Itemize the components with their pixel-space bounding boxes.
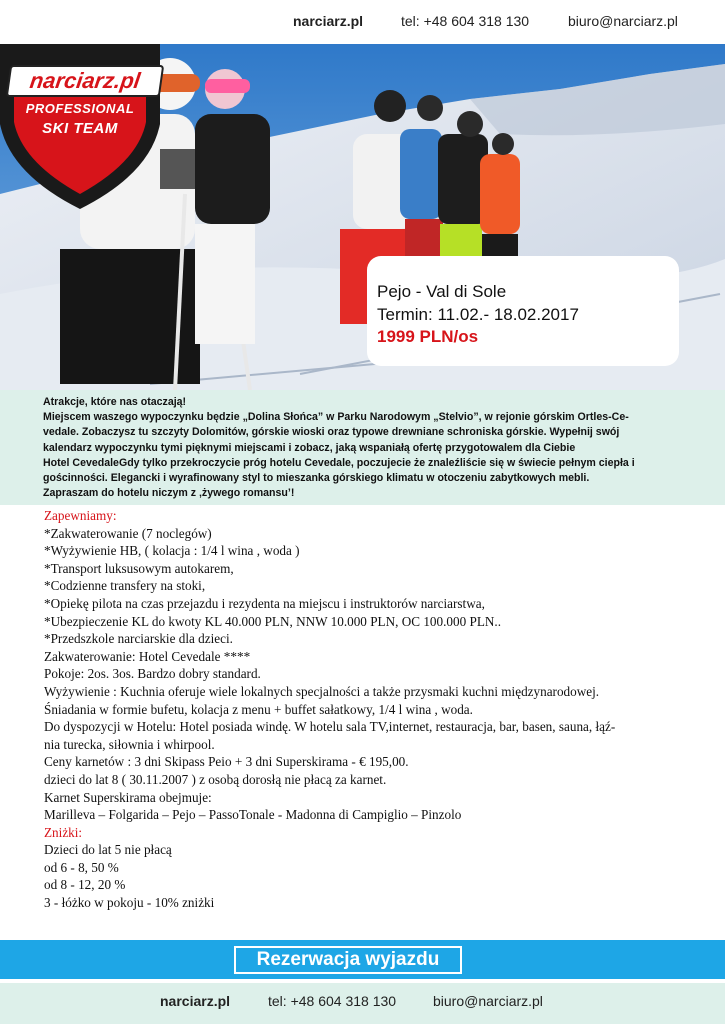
detail-line: dzieci do lat 8 ( 30.11.2007 ) z osobą dorosłą nie płacą za karnet. — [44, 771, 387, 787]
header-email[interactable]: biuro@narciarz.pl — [568, 13, 678, 29]
logo-brand-text: narciarz.pl — [6, 65, 164, 97]
logo-ski-team-text: SKI TEAM — [42, 120, 118, 137]
detail-line: od 8 - 12, 20 % — [44, 877, 126, 893]
logo-professional-text: PROFESSIONAL — [25, 101, 135, 116]
detail-line: od 6 - 8, 50 % — [44, 859, 119, 875]
detail-line: *Codzienne transfery na stoki, — [44, 578, 206, 594]
intro-line: Zapraszam do hotelu niczym z ‚żywego romansu’! — [43, 487, 295, 500]
intro-line: Hotel CevedaleGdy tylko przekroczycie próg hotelu Cevedale, poczujecie że znaleźliście się w świecie pełnym ciepła i — [43, 456, 635, 469]
detail-line: nia turecka, siłownia i whirpool. — [44, 736, 215, 752]
detail-line: Wyżywienie : Kuchnia oferuje wiele lokalnych specjalności a także przysmaki kuchni międzynarodowej. — [44, 683, 600, 699]
footer-email[interactable]: biuro@narciarz.pl — [433, 993, 543, 1009]
trip-title: Pejo - Val di Sole — [377, 282, 507, 301]
detail-line: Do dyspozycji w Hotelu: Hotel posiada windę. W hotelu sala TV,internet, restauracja, bar, basen, sauna, łąź- — [44, 719, 616, 735]
intro-line: Atrakcje, które nas otaczają! — [43, 396, 187, 408]
section-heading-included: Zapewniamy: — [44, 508, 117, 523]
intro-line: kalendarz wypoczynku tymi pięknymi miejscami i zobacz, jaką wspaniałą ofertę przygotowalem dla Ciebie — [43, 441, 576, 454]
intro-line: vedale. Zobaczysz tu szczyty Dolomitów, górskie wioski oraz typowe drewniane schroniska górskie. Wypełnij swój — [43, 426, 620, 439]
detail-line: *Wyżywienie HB, ( kolacja : 1/4 l wina , woda ) — [44, 543, 300, 559]
detail-line: Ceny karnetów : 3 dni Skipass Peio + 3 dni Superskirama - € 195,00. — [44, 754, 409, 770]
detail-line: Marilleva – Folgarida – Pejo – PassoTonale - Madonna di Campiglio – Pinzolo — [44, 807, 462, 823]
intro-text — [43, 395, 691, 501]
footer-site-link[interactable]: narciarz.pl — [160, 993, 231, 1009]
footer — [0, 983, 725, 1024]
section-heading-discounts: Zniżki: — [44, 824, 83, 840]
intro-line: Miejscem waszego wypoczynku będzie „Dolina Słońca” w Parku Narodowym „Stelvio”, w rejonie górskim Ortles-Ce- — [43, 411, 629, 424]
header-site-link[interactable]: narciarz.pl — [293, 13, 364, 29]
intro-line: gościnności. Elegancki i wyrafinowany styl to mieszanka górskiego klimatu w otoczeniu zabytkowych mebli. — [43, 472, 590, 485]
detail-line: Zakwaterowanie: Hotel Cevedale **** — [44, 648, 251, 664]
hero-photo — [0, 44, 725, 390]
ski-team-logo — [0, 44, 160, 209]
footer-phone[interactable]: tel: +48 604 318 130 — [268, 993, 397, 1009]
intro-section — [0, 390, 725, 505]
header-phone[interactable]: tel: +48 604 318 130 — [401, 13, 530, 29]
reservation-button[interactable]: Rezerwacja wyjazdu — [234, 946, 462, 974]
detail-line: *Ubezpieczenie KL do kwoty KL 40.000 PLN, NNW 10.000 PLN, OC 100.000 PLN.. — [44, 613, 501, 629]
detail-line: Pokoje: 2os. 3os. Bardzo dobry standard. — [44, 666, 261, 682]
detail-line: Karnet Superskirama obejmuje: — [44, 789, 212, 805]
top-header — [0, 0, 725, 44]
detail-line: *Przedszkole narciarskie dla dzieci. — [44, 631, 233, 647]
offer-details — [44, 507, 684, 912]
detail-line: 3 - łóżko w pokoju - 10% zniżki — [44, 895, 215, 911]
detail-line: *Opiekę pilota na czas przejazdu i rezydenta na miejscu i instruktorów narciarstwa, — [44, 595, 485, 611]
detail-line: Śniadania w formie bufetu, kolacja z menu + buffet sałatkowy, 1/4 l wina , woda. — [44, 701, 473, 717]
trip-price: 1999 PLN/os — [377, 327, 479, 346]
trip-info-card — [367, 256, 679, 366]
detail-line: *Transport luksusowym autokarem, — [44, 560, 234, 576]
trip-dates: Termin: 11.02.- 18.02.2017 — [377, 305, 579, 324]
detail-line: Dzieci do lat 5 nie płacą — [44, 842, 172, 858]
detail-line: *Zakwaterowanie (7 noclegów) — [44, 525, 212, 541]
